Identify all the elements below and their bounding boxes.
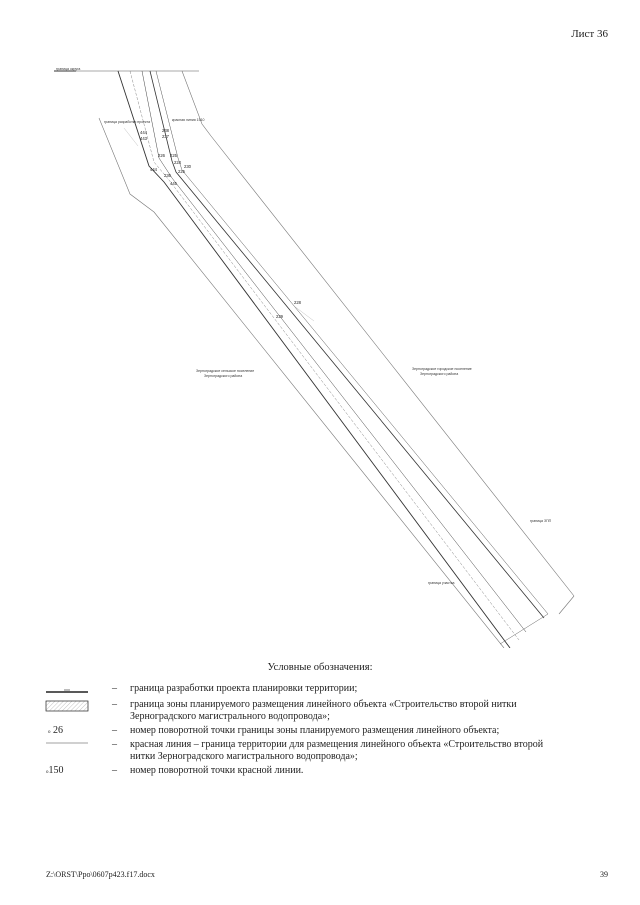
legend-text: красная линия – граница территории для размещения линейного объекта «Строительство второй нитки Зерноградского магистрального водопровода»; — [130, 739, 544, 762]
legend-dash: – — [112, 725, 117, 736]
footer-page-number: 39 — [600, 870, 608, 879]
project-boundary-right-end — [559, 596, 574, 614]
map-label-boundary: граница разработки проекта — [104, 120, 151, 124]
project-boundary-left — [99, 118, 504, 648]
map-label-right: граница ЗПП — [530, 519, 552, 523]
map-label-top-left: граница округа — [56, 67, 81, 71]
point-label: 237 — [162, 134, 169, 139]
legend-dash: – — [112, 699, 117, 710]
legend-dash: – — [112, 739, 117, 750]
legend-text: номер поворотной точки красной линии. — [130, 765, 304, 776]
point-label: 226 — [158, 153, 165, 158]
legend-item — [44, 739, 604, 765]
point-label: 443 — [140, 136, 147, 141]
legend-text: граница разработки проекта планировки территории; — [130, 683, 358, 694]
map-label-bottom: граница участка — [428, 581, 455, 585]
map-label-territory-left-2: Зерноградского района — [204, 374, 243, 378]
point-label: 444 — [150, 167, 157, 172]
legend-symbol-red-line-point: o150 — [46, 765, 64, 776]
point-label: 224 — [174, 160, 181, 165]
legend-item — [44, 683, 604, 697]
legend-item — [44, 765, 604, 779]
legend-symbol-project-boundary — [44, 683, 100, 695]
red-line-1 — [130, 71, 519, 640]
legend-title: Условные обозначения: — [267, 662, 373, 673]
legend-text: граница зоны планируемого размещения линейного объекта «Строительство второй нитки Зерноградского магистрального водопровода»; — [130, 699, 517, 722]
plan-map — [54, 66, 584, 648]
point-label: 236 — [164, 173, 171, 178]
map-label-territory-left-1: Зерноградское сельское поселение — [196, 369, 255, 373]
map-label-territory-right-1: Зерноградское городское поселение — [412, 367, 472, 371]
point-label: 229 — [276, 314, 283, 319]
point-label: 230 — [184, 164, 191, 169]
legend-symbol-red-line — [44, 739, 100, 751]
legend-item — [44, 725, 604, 739]
zone-boundary-inner — [142, 71, 526, 632]
map-label-boundary-upper: красная линия 1510 — [172, 118, 205, 122]
point-label: 228 — [294, 300, 301, 305]
point-label: 445 — [170, 181, 177, 186]
zone-boundary-right-1 — [150, 71, 544, 618]
project-boundary-right — [182, 71, 574, 596]
point-label: 444 — [140, 130, 147, 135]
footer-file-path: Z:\ORST\Ppo\0607p423.f17.docx — [46, 870, 155, 879]
point-label: 225 — [178, 169, 185, 174]
legend-dash: – — [112, 683, 117, 694]
point-label: 225 — [170, 153, 177, 158]
zone-boundary-right-2 — [156, 71, 548, 614]
point-label: 238 — [162, 128, 169, 133]
sheet-label: Лист 36 — [571, 28, 608, 40]
legend-symbol-zone — [44, 699, 100, 713]
bottom-closing — [500, 614, 548, 644]
legend — [44, 683, 604, 779]
map-label-territory-right-2: Зерноградского района — [420, 372, 459, 376]
legend-text: номер поворотной точки границы зоны планируемого размещения линейного объекта; — [130, 725, 500, 736]
legend-symbol-turn-point: o 26 — [48, 725, 63, 736]
legend-item — [44, 699, 604, 725]
legend-dash: – — [112, 765, 117, 776]
